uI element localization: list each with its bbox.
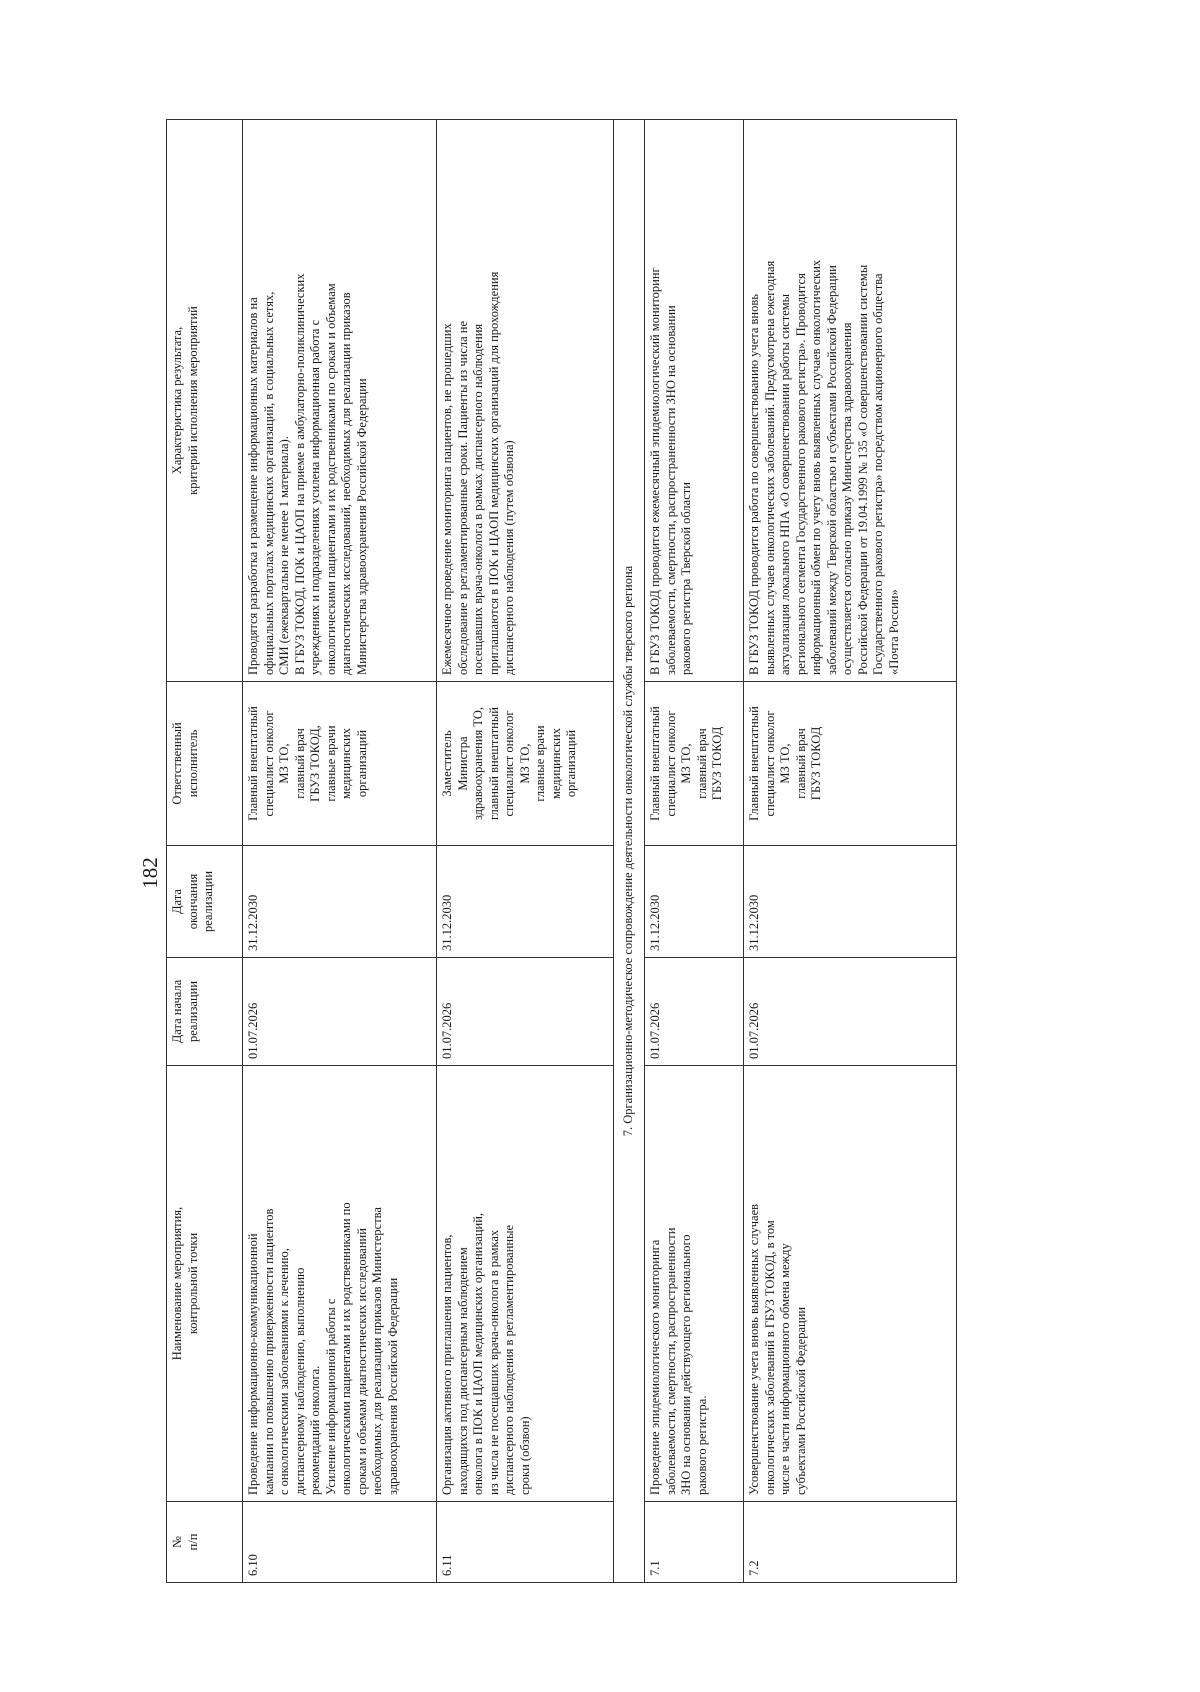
- cell-text-line: Проведение эпидемиологического мониторинга: [648, 1239, 662, 1495]
- cell-text-line: окончания: [185, 873, 200, 930]
- cell-text-line: медицинских: [548, 728, 563, 799]
- cell-text-line: главный врач: [793, 728, 808, 799]
- cell-text-line: сроки (обзвон): [517, 1416, 532, 1495]
- cell-text-line: организаций: [354, 729, 369, 798]
- row-name: [243, 1066, 437, 1502]
- row-end-date: 31.12.2030: [744, 846, 957, 958]
- cell-text-line: онколога в ПОК и ЦАОП медицинских организаций,: [471, 1212, 485, 1495]
- cell-text-line: МЗ ТО,: [778, 743, 792, 784]
- cell-text-line: посещавших врача-онколога в рамках диспансерного наблюдения: [471, 323, 485, 675]
- row-start-date: 01.07.2026: [645, 958, 744, 1066]
- cell-text-line: с онкологическими заболеваниями к лечению,: [277, 1248, 291, 1495]
- cell-text-line: ЗНО на основании действующего регионального: [679, 1234, 693, 1495]
- row-characteristics: [744, 120, 957, 682]
- cell-text-line: Организация активного приглашения пациентов,: [440, 1234, 454, 1495]
- cell-text-line: №: [170, 1536, 184, 1548]
- cell-text-line: «Почта России»: [886, 589, 901, 675]
- row-end-date: 31.12.2030: [645, 846, 744, 958]
- table-row: [645, 120, 744, 1583]
- cell-text-line: Проведение информационно-коммуникационной: [246, 1233, 260, 1495]
- cell-text-line: Главный внештатный: [648, 706, 662, 821]
- row-characteristics: [243, 120, 437, 682]
- cell-text-line: ГБУЗ ТОКОД,: [308, 725, 322, 802]
- cell-text-line: находящихся под диспансерным наблюдением: [455, 1247, 470, 1495]
- cell-text-line: главный внештатный: [486, 707, 501, 820]
- cell-text-line: актуализация локального НПА «О совершенствовании работы системы: [778, 293, 792, 675]
- action-plan-table: [166, 119, 957, 1583]
- cell-text-line: информационный обмен по учету вновь выявленных случаев онкологических: [809, 259, 823, 675]
- cell-text-line: специалист онколог: [502, 710, 516, 817]
- cell-text-line: учреждениях и подразделениях усилена информационная работа с: [308, 319, 322, 675]
- cell-text-line: Проводятся разработка и размещение информационных материалов на: [246, 297, 260, 675]
- cell-text-line: реализации: [201, 870, 215, 933]
- cell-text-line: реализации: [185, 980, 200, 1043]
- cell-text-line: МЗ ТО,: [679, 743, 693, 784]
- row-start-date: 01.07.2026: [437, 958, 614, 1066]
- cell-text-line: регионального сегмента Государственного ракового регистра». Проводится: [793, 273, 808, 675]
- cell-text-line: главный врач: [292, 728, 307, 799]
- cell-text-line: МЗ ТО,: [277, 743, 291, 784]
- cell-text-line: главный врач: [694, 728, 709, 799]
- cell-text-line: необходимых для реализации приказов Министерства: [370, 1207, 384, 1495]
- cell-text-line: организаций: [564, 729, 578, 798]
- cell-text-line: диспансерному наблюдению, выполнению: [292, 1267, 307, 1495]
- cell-text-line: Наименование мероприятия,: [170, 1206, 184, 1361]
- row-start-date: 01.07.2026: [243, 958, 437, 1066]
- cell-text-line: кампании по повышению приверженности пациентов: [261, 1208, 276, 1495]
- row-responsible: [243, 682, 437, 846]
- row-num: 6.10: [243, 1502, 437, 1583]
- header-name: [167, 1066, 243, 1502]
- cell-text-line: В ГБУЗ ТОКОД проводится работа по совершенствованию учета вновь: [747, 294, 761, 675]
- cell-text-line: обследование в регламентированные сроки. Пациенты из числа не: [455, 320, 470, 675]
- cell-text-line: В ГБУЗ ТОКОД проводится ежемесячный эпидемиологический мониторинг: [648, 267, 662, 675]
- header-num: [167, 1502, 243, 1583]
- cell-text-line: диспансерного наблюдения (путем обзвона): [502, 440, 516, 675]
- cell-text-line: главные врачи: [323, 725, 338, 802]
- cell-text-line: из числа не посещавших врача-онколога в рамках: [486, 1229, 501, 1495]
- row-responsible: [437, 682, 614, 846]
- row-characteristics: [437, 120, 614, 682]
- cell-text-line: субъектами Российской Федерации: [793, 1306, 808, 1495]
- cell-text-line: здравоохранения Российской Федерации: [385, 1277, 400, 1495]
- cell-text-line: Усовершенствование учета вновь выявленных случаев: [747, 1203, 761, 1495]
- cell-text-line: ракового регистра Тверской области: [679, 482, 693, 675]
- cell-text-line: Ежемесячное проведение мониторинга пациентов, не прошедших: [440, 323, 454, 675]
- table-header-row: [167, 120, 243, 1583]
- table-row: [437, 120, 614, 1583]
- cell-text-line: Российской Федерации от 19.04.1999 № 135 «О совершенствовании системы: [855, 264, 870, 675]
- cell-text-line: СМИ (ежеквартально не менее 1 материала).: [277, 436, 291, 675]
- cell-text-line: специалист онколог: [663, 710, 678, 817]
- cell-text-line: осуществляется согласно приказу Министерства здравоохранения: [840, 322, 854, 675]
- cell-text-line: приглашаются в ПОК и ЦАОП медицинских организаций для прохождения: [486, 271, 501, 675]
- cell-text-line: выявленных случаев онкологических заболеваний. Предусмотрена ежегодная: [762, 260, 777, 675]
- cell-text-line: МЗ ТО,: [517, 743, 532, 784]
- cell-text-line: Дата: [170, 889, 184, 914]
- cell-text-line: Министра: [455, 736, 470, 791]
- cell-text-line: Характеристика результата,: [170, 326, 184, 475]
- cell-text-line: главные врачи: [533, 725, 547, 802]
- cell-text-line: Министерства здравоохранения Российской Федерации: [354, 378, 369, 675]
- cell-text-line: срокам и объемам диагностических исследований: [354, 1228, 369, 1495]
- cell-text-line: заболеваний между Тверской областью и субъектами Российской Федерации: [824, 265, 839, 675]
- header-end-date: [167, 846, 243, 958]
- cell-text-line: здравоохранения ТО,: [471, 706, 485, 821]
- cell-text-line: медицинских: [339, 728, 353, 799]
- cell-text-line: Усиление информационной работы с: [323, 1298, 338, 1495]
- header-start-date: [167, 958, 243, 1066]
- cell-text-line: официальных порталах медицинских организаций, в социальных сетях,: [261, 291, 276, 675]
- cell-text-line: Дата начала: [170, 979, 184, 1044]
- section-header-row: [614, 120, 645, 1583]
- row-name: [437, 1066, 614, 1502]
- cell-text-line: критерий исполнения мероприятий: [185, 306, 200, 495]
- cell-text-line: исполнитель: [185, 729, 200, 798]
- cell-text-line: заболеваемости, смертности, распространенности ЗНО на основании: [663, 305, 678, 675]
- cell-text-line: ГБУЗ ТОКОД: [809, 726, 823, 801]
- cell-text-line: Ответственный: [170, 722, 184, 805]
- table-row: [243, 120, 437, 1583]
- cell-text-line: онкологическими пациентами и их родственниками по: [339, 1202, 353, 1495]
- cell-text-line: диагностических исследований, необходимых для реализации приказов: [339, 292, 353, 675]
- cell-text-line: Главный внештатный: [747, 706, 761, 821]
- cell-text-line: онкологическими пациентами и их родственниками по срокам и объемам: [323, 283, 338, 675]
- header-responsible: [167, 682, 243, 846]
- row-characteristics: [645, 120, 744, 682]
- section-title: 7. Организационно-методическое сопровождение деятельности онкологической службы тверского региона: [614, 120, 645, 1583]
- row-num: 6.11: [437, 1502, 614, 1583]
- cell-text-line: В ГБУЗ ТОКОД, ПОК и ЦАОП на приеме в амбулаторно-поликлинических: [292, 273, 307, 675]
- cell-text-line: числе в части информационного обмена между: [778, 1243, 792, 1495]
- cell-text-line: Главный внештатный: [246, 706, 260, 821]
- table-row: [744, 120, 957, 1583]
- cell-text-line: заболеваемости, смертности, распространенности: [663, 1227, 678, 1495]
- row-responsible: [645, 682, 744, 846]
- cell-text-line: специалист онколог: [762, 710, 777, 817]
- row-name: [645, 1066, 744, 1502]
- cell-text-line: контрольной точки: [185, 1232, 200, 1335]
- header-characteristics: [167, 120, 243, 682]
- row-end-date: 31.12.2030: [437, 846, 614, 958]
- cell-text-line: Государственного ракового регистра» посредством акционерного общества: [871, 273, 885, 675]
- cell-text-line: ракового регистра.: [694, 1395, 709, 1495]
- cell-text-line: диспансерного наблюдения в регламентированные: [502, 1224, 516, 1495]
- cell-text-line: Заместитель: [440, 730, 454, 797]
- row-name: [744, 1066, 957, 1502]
- cell-text-line: рекомендаций онколога.: [308, 1365, 322, 1495]
- cell-text-line: онкологических заболеваний в ГБУЗ ТОКОД, в том: [762, 1220, 777, 1495]
- cell-text-line: ГБУЗ ТОКОД: [710, 726, 724, 801]
- row-num: 7.2: [744, 1502, 957, 1583]
- row-end-date: 31.12.2030: [243, 846, 437, 958]
- cell-text-line: п/п: [185, 1533, 200, 1551]
- action-plan-table-sheet: [166, 120, 1011, 1583]
- row-start-date: 01.07.2026: [744, 958, 957, 1066]
- row-responsible: [744, 682, 957, 846]
- page-number: 182: [138, 857, 162, 889]
- cell-text-line: специалист онколог: [261, 710, 276, 817]
- row-num: 7.1: [645, 1502, 744, 1583]
